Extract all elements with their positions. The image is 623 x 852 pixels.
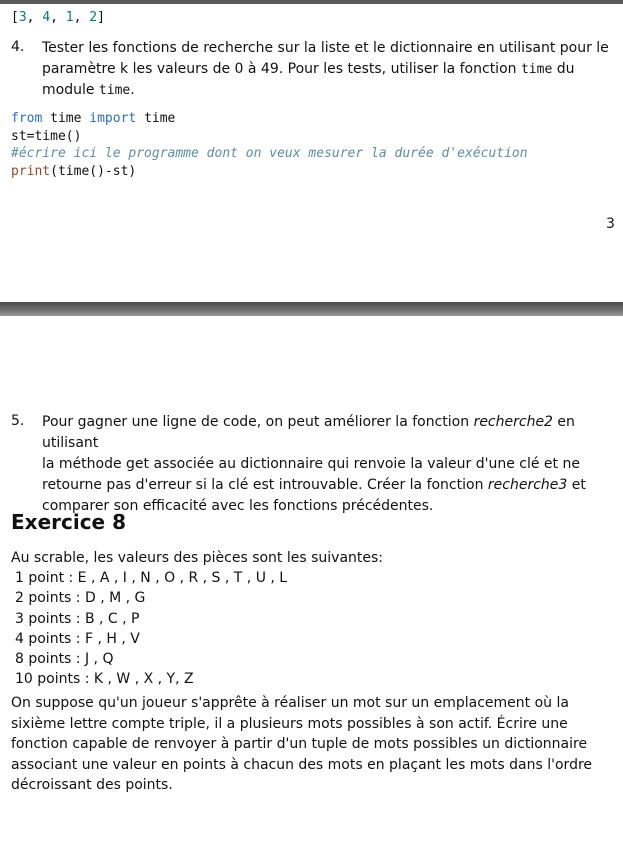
list-value: 2 <box>89 10 98 25</box>
code-line: from time import time <box>11 111 176 126</box>
list-value: 1 <box>65 10 74 25</box>
page-number: 3 <box>606 216 615 232</box>
list-value: 4 <box>42 10 51 25</box>
item-5-number: 5. <box>11 413 25 429</box>
points-line: 10 points : K , W , X , Y, Z <box>15 671 194 688</box>
list-value: 3 <box>18 10 27 25</box>
item-4-text: Tester les fonctions de recherche sur la liste et le dictionnaire en utilisant pour le paramètre k les valeurs de 0 à 49. Pour les tests, utiliser la fonction time du module time. <box>42 40 609 98</box>
scrabble-values <box>11 548 383 689</box>
page-separator <box>0 302 623 316</box>
item-5-text: Pour gagner une ligne de code, on peut améliorer la fonction recherche2 en utilisant la méthode get associée au dictionnaire qui renvoie la valeur d'une clé et ne retourne pas d'erreur si la clé est introuvable. Créer la fonction recherche3 et comparer son efficacité avec les fonctions précédentes. <box>42 414 586 514</box>
code-line: print(time()-st) <box>11 163 137 179</box>
code-line: st=time() <box>11 128 82 144</box>
item-4-number: 4. <box>11 39 25 55</box>
exercise-heading: Exercice 8 <box>11 510 126 534</box>
list-output: [3, 4, 1, 2] <box>11 10 105 25</box>
points-line: 4 points : F , H , V <box>15 630 140 647</box>
points-line: 8 points : J , Q <box>15 651 114 668</box>
exercise-8-statement: On suppose qu'un joueur s'apprête à réaliser un mot sur un emplacement où la sixième lettre compte triple, il a plusieurs mots possibles à son actif. Écrire une fonction capable de renvoyer à partir d'un tuple de mots possibles un dictionnaire associant une valeur en points à chacun des mots en plaçant les mots dans l'ordre décroissant des points. <box>11 695 593 793</box>
points-line: 2 points : D , M , G <box>15 590 146 607</box>
scrabble-intro: Au scrable, les valeurs des pièces sont les suivantes: <box>11 550 384 566</box>
points-line: 3 points : B , C , P <box>15 610 140 627</box>
page-top-border <box>0 0 623 4</box>
code-block <box>11 110 528 180</box>
points-line: 1 point : E , A , I , N , O , R , S , T , U , L <box>15 570 288 587</box>
code-line: #écrire ici le programme dont on veux mesurer la durée d'exécution <box>11 146 528 161</box>
